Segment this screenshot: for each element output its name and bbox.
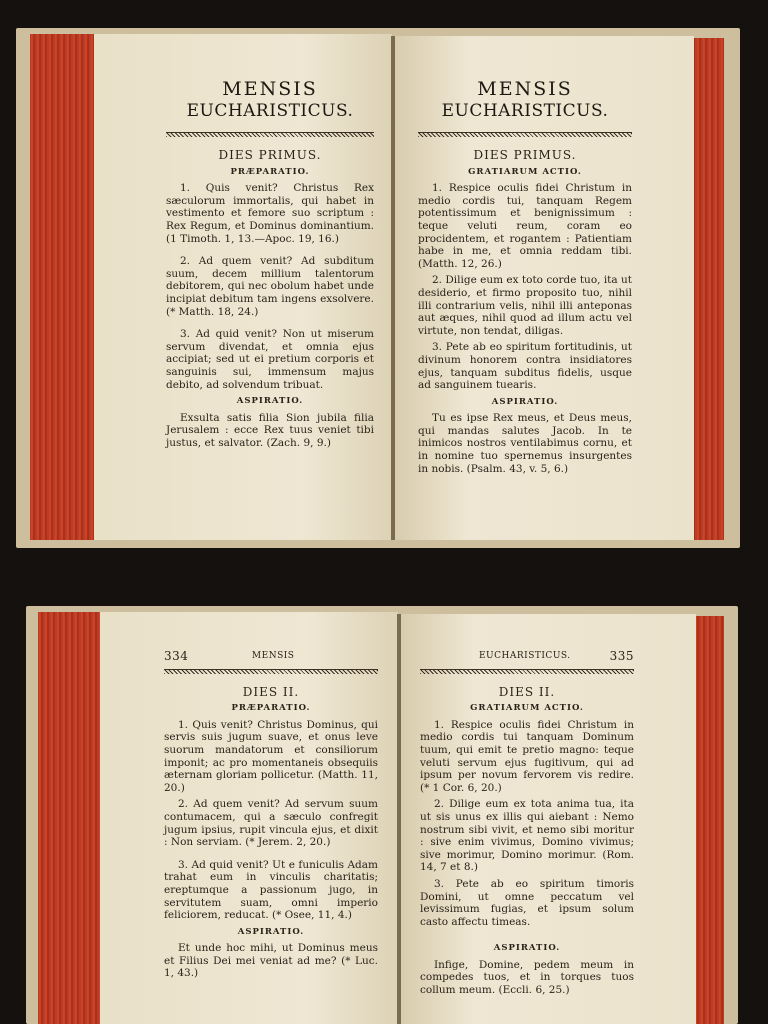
gutter — [397, 614, 401, 1024]
page-left-text — [164, 650, 378, 984]
running-head — [164, 650, 378, 663]
paragraph: Infige, Domine, pedem meum in compedes tuos, et in torques tuos collum meum. (Eccli. 6, 25.) — [420, 958, 634, 997]
paragraph: 1. Respice oculis fidei Christum in medio cordis tui, tanquam Regem potentissimum et benignissimum : teque veluti reum, coram eo procidentem, et rogantem : Patientiam habe in me, et omnia reddam tibi. (Matth. 12, 26.) — [418, 182, 632, 270]
paragraph: 3. Pete ab eo spiritum timoris Domini, ut omne peccatum vel levissimum fugias, et ipsum solum casto affectu timeas. — [420, 877, 634, 928]
gutter — [391, 36, 395, 540]
paragraph: 3. Pete ab eo spiritum fortitudinis, ut divinum honorem contra insidiatores ejus, tanquam subditus fidelis, usque ad sanguinem tuearis. — [418, 341, 632, 392]
page-number: 335 — [609, 649, 634, 663]
page-subtitle: EUCHARISTICUS. — [186, 101, 354, 121]
section-heading: ASPIRATIO. — [493, 943, 561, 954]
day-heading: DIES II. — [498, 684, 556, 699]
page-subtitle: EUCHARISTICUS. — [441, 101, 609, 121]
day-heading: DIES PRIMUS. — [473, 148, 577, 162]
running-head-title: EUCHARISTICUS. — [478, 651, 571, 661]
page-title: MENSIS — [477, 78, 573, 100]
paragraph: 2. Ad quem venit? Ad servum suum contumacem, qui a sæculo confregit jugum ipsius, rupit vincula ejus, et dixit : Non serviam. (* Jerem. 2, 20.) — [164, 798, 378, 849]
section-heading: GRATIARUM ACTIO. — [470, 703, 584, 714]
paragraph: 2. Ad quem venit? Ad subditum suum, decem millium talentorum debitorem, qui nec obolum habet unde incipiat debitum tam ingens exsolvere. (* Matth. 18, 24.) — [166, 255, 374, 318]
day-heading: DIES PRIMUS. — [218, 148, 322, 162]
paragraph: 3. Ad quid venit? Ut e funiculis Adam trahat eum in vinculis charitatis; ereptumque a passionum jugo, in servitutem suam, omni imperio feliciorem, reducat. (* Osee, 11, 4.) — [164, 858, 378, 922]
paragraph: 1. Quis venit? Christus Dominus, qui servis suis jugum suave, et onus leve suorum mandatorum et consiliorum imponit; ac pro momentaneis obsequiis æternam gloriam pollicetur. (Matth. 11, 20.) — [164, 718, 378, 794]
ornamental-rule — [166, 132, 374, 137]
section-heading: PRÆPARATIO. — [230, 166, 310, 177]
paragraph: 3. Ad quid venit? Non ut miserum servum divendat, et omnia ejus accipiat; sed ut ei pretium corporis et sanguinis sui, immensum majus debito, ad solvendum tribuat. — [166, 328, 374, 391]
running-head-title: MENSIS — [251, 651, 295, 661]
paragraph: 1. Quis venit? Christus Rex sæculorum immortalis, qui habet in vestimento et femore suo scriptum : Rex Regum, et Dominus dominantium. (1 Timoth. 1, 13.—Apoc. 19, 16.) — [166, 182, 374, 245]
paragraph: Exsulta satis filia Sion jubila filia Jerusalem : ecce Rex tuus veniet tibi justus, et salvator. (Zach. 9, 9.) — [166, 411, 374, 449]
day-heading: DIES II. — [242, 684, 300, 699]
ornamental-rule — [164, 669, 378, 674]
page-right-text — [418, 78, 632, 479]
paragraph: Tu es ipse Rex meus, et Deus meus, qui mandas salutes Jacob. In te inimicos nostros ventilabimus cornu, et in nomine tuo spernemus insurgentes in nobis. (Psalm. 43, v. 5, 6.) — [418, 412, 632, 475]
page-left-text — [166, 78, 374, 453]
section-heading: ASPIRATIO. — [236, 396, 304, 407]
page-number: 334 — [164, 649, 189, 663]
paragraph: Et unde hoc mihi, ut Dominus meus et Filius Dei mei veniat ad me? (* Luc. 1, 43.) — [164, 942, 378, 980]
page-edges-right — [690, 38, 724, 540]
page-edges-left — [38, 612, 102, 1024]
section-heading: GRATIARUM ACTIO. — [468, 166, 582, 177]
page-edges-right — [694, 616, 724, 1024]
paragraph: 2. Dilige eum ex tota anima tua, ita ut sis unus ex illis qui aiebant : Nemo nostrum sibi vivit, et nemo sibi moritur : sive enim vivimus, Domino vivimus; sive morimur, Domino morimur. (Rom. 14, 7 et 8.) — [420, 798, 634, 874]
running-head — [420, 650, 634, 663]
paragraph: 1. Respice oculis fidei Christum in medio cordis tui tanquam Dominum tuum, qui emit te pretio magno: teque veluti servum ejus fugitivum, qui ad ipsum per novum fervorem vis redire. (* 1 Cor. 6, 20.) — [420, 718, 634, 794]
section-heading: ASPIRATIO. — [237, 926, 305, 937]
ornamental-rule — [418, 132, 632, 137]
section-heading: PRÆPARATIO. — [231, 703, 311, 714]
ornamental-rule — [420, 669, 634, 674]
paragraph: 2. Dilige eum ex toto corde tuo, ita ut desiderio, et firmo proposito tuo, nihil illi contrarium velis, nihil illi anteponas aut æques, nihil quod ad illum actu vel virtute, non tendat, diligas. — [418, 274, 632, 337]
page-right-text — [420, 650, 634, 1001]
section-heading: ASPIRATIO. — [491, 396, 559, 407]
book-spread-bottom — [0, 590, 768, 1024]
page-edges-left — [30, 34, 96, 540]
page-title: MENSIS — [222, 78, 318, 100]
